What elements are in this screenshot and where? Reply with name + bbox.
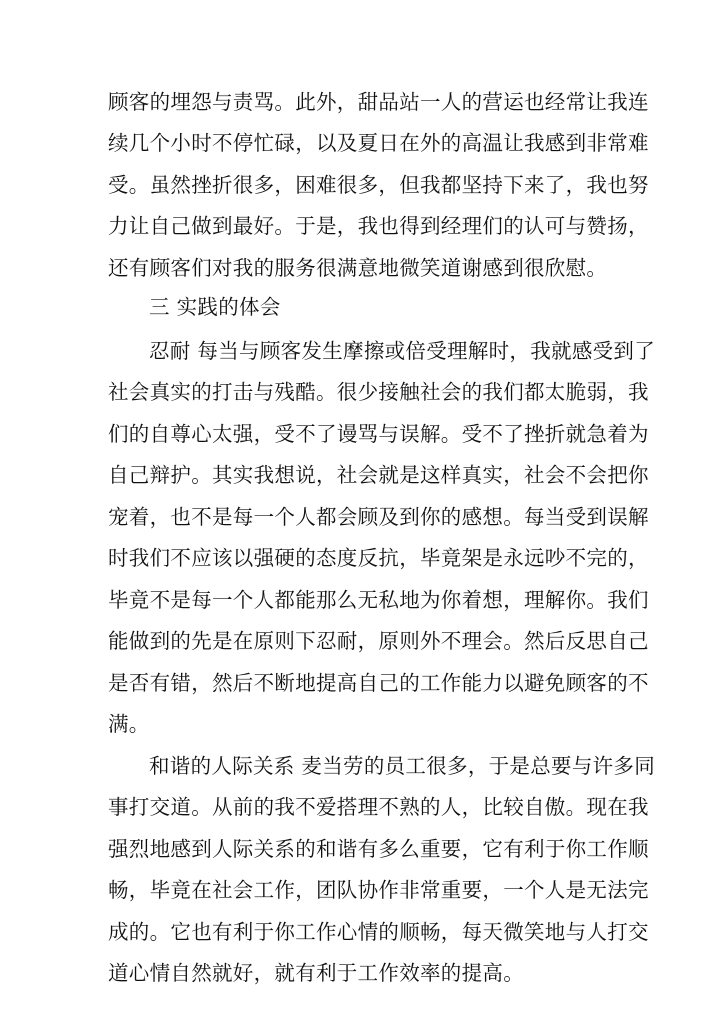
text-line: 力让自己做到最好。于是，我也得到经理们的认可与赞扬， bbox=[108, 214, 649, 238]
text-line: 和谐的人际关系 麦当劳的员工很多，于是总要与许多同 bbox=[149, 754, 656, 778]
text-line: 时我们不应该以强硬的态度反抗，毕竟架是永远吵不完的， bbox=[108, 546, 649, 570]
section-heading: 三 实践的体会 bbox=[149, 295, 281, 319]
text-line: 社会真实的打击与残酷。很少接触社会的我们都太脆弱，我 bbox=[108, 380, 649, 404]
text-line: 顾客的埋怨与责骂。此外，甜品站一人的营运也经常让我连 bbox=[108, 90, 649, 114]
text-line: 道心情自然就好，就有利于工作效率的提高。 bbox=[108, 961, 524, 985]
text-line: 事打交道。从前的我不爱搭理不熟的人，比较自傲。现在我 bbox=[108, 795, 649, 819]
text-line: 能做到的先是在原则下忍耐，原则外不理会。然后反思自己 bbox=[108, 629, 649, 653]
text-line: 强烈地感到人际关系的和谐有多么重要，它有利于你工作顺 bbox=[108, 837, 649, 861]
text-line: 忍耐 每当与顾客发生摩擦或倍受理解时，我就感受到了 bbox=[149, 339, 656, 363]
text-line: 成的。它也有利于你工作心情的顺畅，每天微笑地与人打交 bbox=[108, 920, 649, 944]
text-line: 宠着，也不是每一个人都会顾及到你的感想。每当受到误解 bbox=[108, 505, 649, 529]
text-line: 是否有错，然后不断地提高自己的工作能力以避免顾客的不 bbox=[108, 671, 649, 695]
text-line: 畅，毕竟在社会工作，团队协作非常重要，一个人是无法完 bbox=[108, 878, 649, 902]
text-line: 们的自尊心太强，受不了谩骂与误解。受不了挫折就急着为 bbox=[108, 422, 649, 446]
text-line: 还有顾客们对我的服务很满意地微笑道谢感到很欣慰。 bbox=[108, 256, 608, 280]
text-line: 满。 bbox=[108, 712, 150, 736]
text-line: 受。虽然挫折很多，困难很多，但我都坚持下来了，我也努 bbox=[108, 173, 649, 197]
text-line: 续几个小时不停忙碌，以及夏日在外的高温让我感到非常难 bbox=[108, 131, 649, 155]
text-line: 毕竟不是每一个人都能那么无私地为你着想，理解你。我们 bbox=[108, 588, 649, 612]
text-line: 自己辩护。其实我想说，社会就是这样真实，社会不会把你 bbox=[108, 463, 649, 487]
